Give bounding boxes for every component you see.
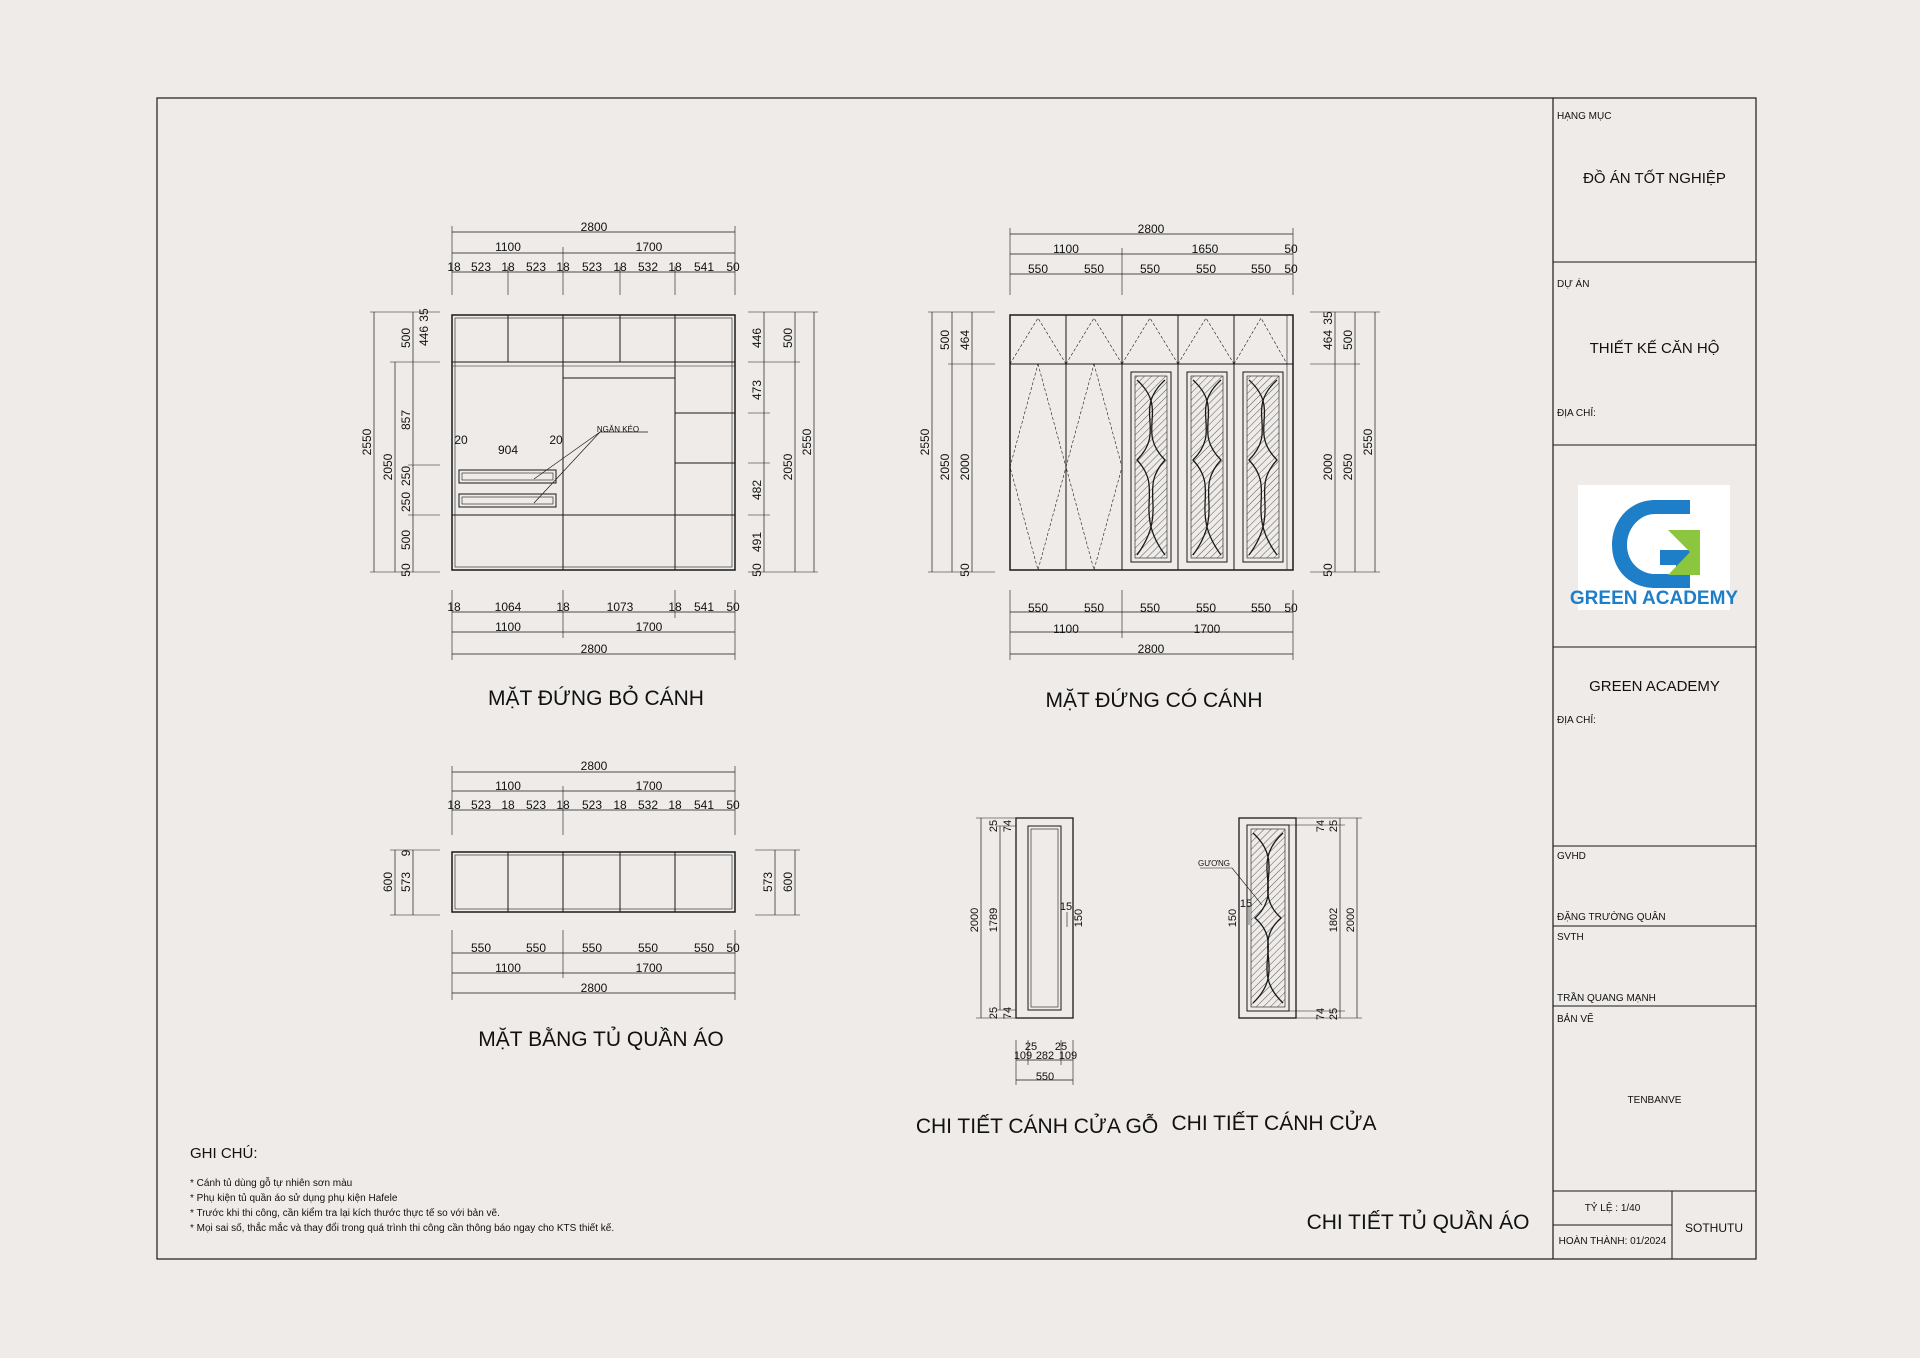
dim-500-left: 500 <box>938 329 952 351</box>
dim-464-left: 464 <box>958 329 972 351</box>
dim-total-top: 2800 <box>1137 222 1165 236</box>
dim-109-right: 109 <box>1058 1050 1078 1062</box>
drawer-label: NGĂN KÉO <box>596 425 640 434</box>
mirror-label: GƯƠNG <box>1198 859 1230 868</box>
dim-523: 523 <box>525 260 547 274</box>
dim-1700-top: 1700 <box>635 779 663 793</box>
dim-550: 550 <box>581 941 603 955</box>
dim-15: 15 <box>1239 898 1253 910</box>
dim-50-left: 50 <box>399 563 413 577</box>
notes-heading: GHI CHÚ: <box>190 1145 258 1162</box>
dim-2550-left: 2550 <box>360 428 374 456</box>
dim-50-left: 50 <box>958 563 972 577</box>
dim-550: 550 <box>1027 262 1049 276</box>
dim-25-bottom: 25 <box>988 1006 1000 1020</box>
completion-date: HOÀN THÀNH: 01/2024 <box>1558 1236 1667 1247</box>
scale: TỶ LỆ : 1/40 <box>1584 1203 1641 1214</box>
dim-1100-top: 1100 <box>495 240 521 254</box>
dim-550: 550 <box>1195 601 1217 615</box>
drawer-2 <box>459 494 556 507</box>
dim-2550-right: 2550 <box>800 428 814 456</box>
dim-2050-right: 2050 <box>781 453 795 481</box>
dim-18: 18 <box>556 260 570 274</box>
dim-74-top: 74 <box>1002 819 1014 833</box>
dim-500-left: 500 <box>399 529 413 551</box>
dim-550: 550 <box>1139 601 1161 615</box>
dim-523: 523 <box>470 260 492 274</box>
dim-18: 18 <box>668 600 682 614</box>
dim-541: 541 <box>693 260 715 274</box>
svth-name: TRẦN QUANG MẠNH <box>1557 993 1656 1004</box>
dim-1064: 1064 <box>494 600 522 614</box>
dim-1700-top: 1700 <box>635 240 663 254</box>
dim-904: 904 <box>497 443 519 457</box>
project-value: THIẾT KẾ CĂN HỘ <box>1589 340 1720 357</box>
note-item: * Phụ kiện tủ quần áo sử dụng phụ kiện Hafele <box>190 1193 398 1204</box>
dim-2050-left: 2050 <box>938 453 952 481</box>
dim-532: 532 <box>637 798 659 812</box>
note-item: * Trước khi thi công, cần kiểm tra lại kích thước thực tế so với bản vẽ. <box>190 1208 500 1219</box>
dim-550: 550 <box>637 941 659 955</box>
dim-541: 541 <box>693 600 715 614</box>
address-label: ĐỊA CHỈ: <box>1557 408 1596 419</box>
dim-35-right: 35 <box>1321 311 1335 325</box>
view-titles <box>478 686 1529 1234</box>
dim-109-left: 109 <box>1013 1050 1033 1062</box>
dim-550: 550 <box>693 941 715 955</box>
dim-18: 18 <box>447 798 461 812</box>
dim-600-right: 600 <box>781 871 795 893</box>
dim-1100-top: 1100 <box>1053 242 1079 256</box>
dim-50: 50 <box>726 600 740 614</box>
dim-18: 18 <box>556 600 570 614</box>
company-address-label: ĐỊA CHỈ: <box>1557 715 1596 726</box>
dim-550: 550 <box>1250 262 1272 276</box>
dim-1100-bottom: 1100 <box>495 620 521 634</box>
dim-550: 550 <box>1083 262 1105 276</box>
dim-total-top: 2800 <box>580 759 608 773</box>
dim-50: 50 <box>1284 601 1298 615</box>
green-academy-logo <box>1570 485 1739 610</box>
dim-1700-bottom: 1700 <box>635 961 663 975</box>
cabinet-outline <box>452 315 735 570</box>
title-plan-view: MẶT BẰNG TỦ QUẦN ÁO <box>478 1028 724 1051</box>
dim-25-left: 25 <box>1024 1041 1038 1053</box>
dim-18: 18 <box>668 798 682 812</box>
dim-523: 523 <box>581 260 603 274</box>
dim-50: 50 <box>726 798 740 812</box>
view1-dimension-labels <box>360 220 814 656</box>
title-elevation-without-doors: MẶT ĐỨNG BỎ CÁNH <box>488 687 704 710</box>
category-label: HẠNG MỤC <box>1557 111 1612 122</box>
dim-550: 550 <box>525 941 547 955</box>
dim-18: 18 <box>447 600 461 614</box>
dim-464-right: 464 <box>1321 329 1335 351</box>
svth-label: SVTH <box>1557 932 1584 943</box>
dim-550: 550 <box>1083 601 1105 615</box>
dim-500-right: 500 <box>781 327 795 349</box>
drawer-1 <box>459 470 556 483</box>
dim-1700-bottom: 1700 <box>635 620 663 634</box>
dim-2550-left: 2550 <box>918 428 932 456</box>
dim-50-right: 50 <box>750 563 764 577</box>
dim-20: 20 <box>549 433 563 447</box>
project-label: DỰ ÁN <box>1557 279 1590 290</box>
dim-446-left: 446 <box>417 325 431 347</box>
dim-2000-left: 2000 <box>958 453 972 481</box>
dim-2000: 2000 <box>969 907 981 933</box>
title-glass-door-detail: CHI TIẾT CÁNH CỬA <box>1171 1112 1377 1135</box>
dim-491-right: 491 <box>750 531 764 553</box>
dim-2550-right: 2550 <box>1361 428 1375 456</box>
dim-482-right: 482 <box>750 479 764 501</box>
dim-1700-bottom: 1700 <box>1193 622 1221 636</box>
dim-550: 550 <box>1250 601 1272 615</box>
dim-25-bottom: 25 <box>1328 1007 1340 1021</box>
dim-550: 550 <box>1027 601 1049 615</box>
dim-25-top: 25 <box>1328 819 1340 833</box>
dim-74-bottom: 74 <box>1315 1007 1327 1021</box>
dim-282: 282 <box>1035 1050 1055 1062</box>
dim-550: 550 <box>1139 262 1161 276</box>
dim-550: 550 <box>1035 1071 1055 1083</box>
dim-50: 50 <box>726 941 740 955</box>
elevation-with-doors <box>928 228 1380 660</box>
dim-total-bottom: 2800 <box>580 981 608 995</box>
note-item: * Mọi sai số, thắc mắc và thay đổi trong quá trình thi công cần thông báo ngay cho KTS thiết kế. <box>190 1223 615 1234</box>
dim-150: 150 <box>1227 908 1239 928</box>
dim-18: 18 <box>668 260 682 274</box>
dim-473-right: 473 <box>750 379 764 401</box>
dim-550: 550 <box>470 941 492 955</box>
elevation-without-doors <box>370 226 818 660</box>
dim-532: 532 <box>637 260 659 274</box>
gvhd-name: ĐẶNG TRƯỜNG QUÂN <box>1557 912 1666 923</box>
view4-dimension-labels <box>969 820 1085 1083</box>
dim-9-left: 9 <box>399 849 413 857</box>
sheet-number: SOTHUTU <box>1685 1221 1743 1235</box>
dim-550: 550 <box>1195 262 1217 276</box>
dim-541: 541 <box>693 798 715 812</box>
dim-573-left: 573 <box>399 871 413 893</box>
dim-1100-bottom: 1100 <box>1053 622 1079 636</box>
dim-500-left: 500 <box>399 327 413 349</box>
dim-600-left: 600 <box>381 871 395 893</box>
company-name: GREEN ACADEMY <box>1589 678 1720 695</box>
dim-25-top: 25 <box>988 819 1000 833</box>
dim-857-left: 857 <box>399 409 413 431</box>
dim-74-top: 74 <box>1315 819 1327 833</box>
dim-1100-bottom: 1100 <box>495 961 521 975</box>
dim-1100-top: 1100 <box>495 779 521 793</box>
dim-50: 50 <box>1284 262 1298 276</box>
dim-523: 523 <box>470 798 492 812</box>
logo-text: GREEN ACADEMY <box>1569 588 1739 609</box>
dim-1802: 1802 <box>1328 907 1340 933</box>
dim-573-right: 573 <box>761 871 775 893</box>
dim-523: 523 <box>525 798 547 812</box>
dim-50-right: 50 <box>1321 563 1335 577</box>
note-item: * Cánh tủ dùng gỗ tự nhiên sơn màu <box>190 1178 353 1189</box>
dim-523: 523 <box>581 798 603 812</box>
dim-74-bottom: 74 <box>1002 1006 1014 1020</box>
drawing-name: TENBANVE <box>1627 1095 1682 1106</box>
dim-1650-top: 1650 <box>1191 242 1219 256</box>
title-sheet: CHI TIẾT TỦ QUẦN ÁO <box>1306 1211 1530 1234</box>
dim-18: 18 <box>613 260 627 274</box>
dim-2050-left: 2050 <box>381 453 395 481</box>
dim-total-top: 2800 <box>580 220 608 234</box>
dim-2000: 2000 <box>1345 907 1357 933</box>
dim-250-left: 250 <box>399 465 413 487</box>
dim-500-right: 500 <box>1341 329 1355 351</box>
dim-total-bottom: 2800 <box>580 642 608 656</box>
dim-total-bottom: 2800 <box>1137 642 1165 656</box>
sheet-border <box>157 98 1756 1259</box>
dim-25-right: 25 <box>1054 1041 1068 1053</box>
dim-446-right: 446 <box>750 327 764 349</box>
dim-1073: 1073 <box>606 600 634 614</box>
dim-2050-right: 2050 <box>1341 453 1355 481</box>
dim-18: 18 <box>501 798 515 812</box>
drawing-label: BẢN VẼ <box>1557 1014 1594 1025</box>
dim-2000-right: 2000 <box>1321 453 1335 481</box>
dim-18: 18 <box>556 798 570 812</box>
notes-block <box>190 1145 614 1236</box>
dim-18: 18 <box>501 260 515 274</box>
dim-35-left: 35 <box>417 308 431 322</box>
dim-150: 150 <box>1073 908 1085 928</box>
dim-1789: 1789 <box>988 907 1000 933</box>
dim-50: 50 <box>726 260 740 274</box>
dim-15: 15 <box>1059 901 1073 913</box>
title-elevation-with-doors: MẶT ĐỨNG CÓ CÁNH <box>1045 689 1263 712</box>
view3-dimension-labels <box>381 759 795 995</box>
title-wood-door-detail: CHI TIẾT CÁNH CỬA GỖ <box>915 1115 1159 1138</box>
dim-250-left: 250 <box>399 491 413 513</box>
dim-18: 18 <box>613 798 627 812</box>
category-value: ĐỒ ÁN TỐT NGHIỆP <box>1583 170 1726 187</box>
dim-18: 18 <box>447 260 461 274</box>
dim-20: 20 <box>454 433 468 447</box>
glass-door-panels <box>1131 372 1283 562</box>
gvhd-label: GVHD <box>1557 851 1586 862</box>
dim-50-top: 50 <box>1284 242 1298 256</box>
